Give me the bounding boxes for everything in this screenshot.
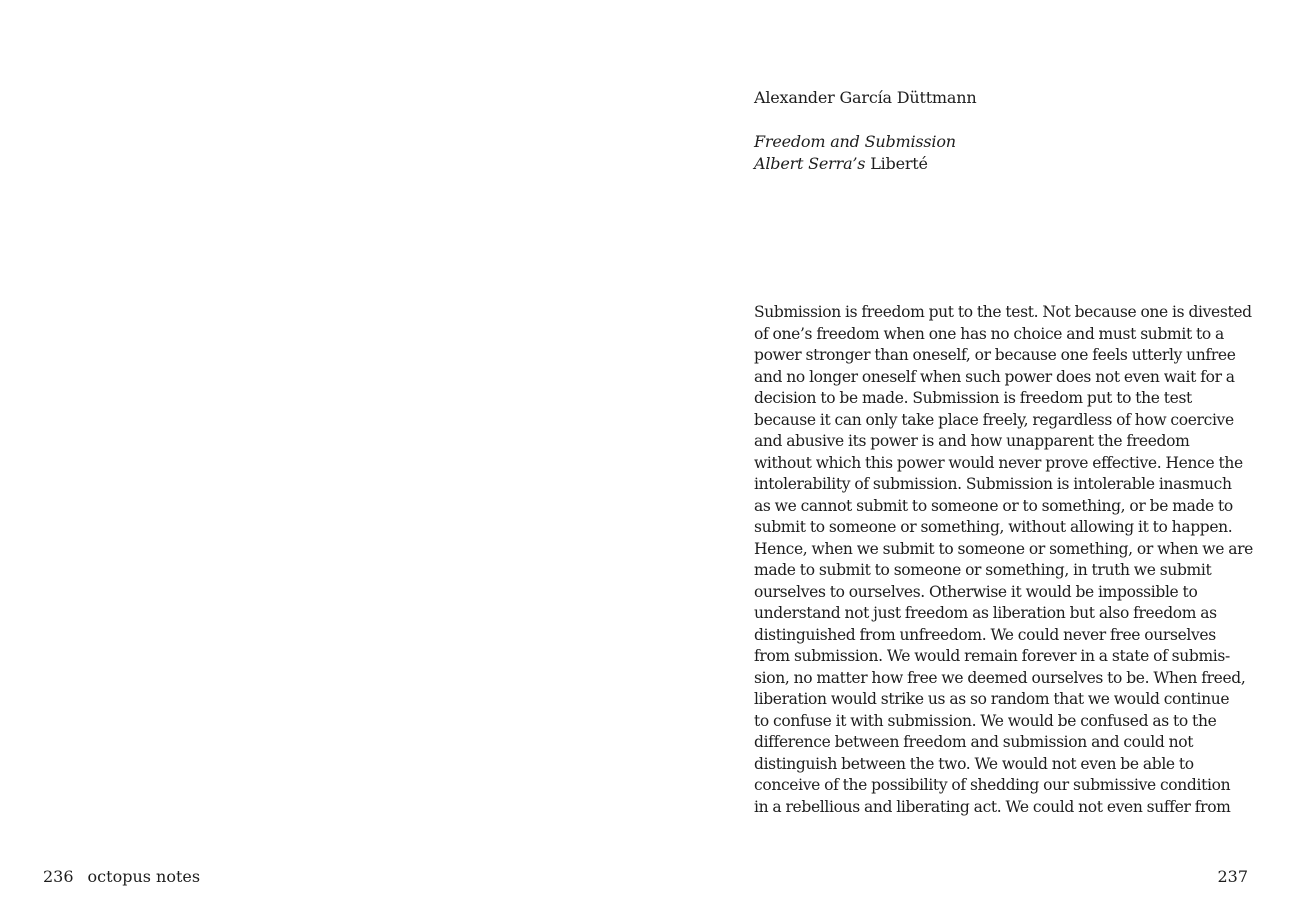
body-line: understand not just freedom as liberation but also freedom as xyxy=(754,604,1217,622)
body-line: and abusive its power is and how unapparent the freedom xyxy=(754,432,1190,450)
body-line: distinguish between the two. We would not even be able to xyxy=(754,754,1194,773)
essay-subtitle-film-title: Liberté xyxy=(870,154,928,173)
right-page-number: 237 xyxy=(1217,867,1248,886)
right-page xyxy=(645,0,1291,912)
body-line: intolerability of submission. Submission is intolerable inasmuch xyxy=(754,475,1232,493)
left-page xyxy=(0,0,645,912)
essay-subtitle xyxy=(754,153,956,175)
body-line: difference between freedom and submission and could not xyxy=(754,733,1194,751)
body-line: conceive of the possibility of shedding our submissive condition xyxy=(754,776,1231,794)
body-line: as we cannot submit to someone or to something, or be made to xyxy=(754,496,1233,515)
body-line: distinguished from unfreedom. We could never free ourselves xyxy=(754,625,1216,644)
author-name: Alexander García Düttmann xyxy=(754,88,977,107)
body-paragraph xyxy=(754,302,1254,818)
body-line: decision to be made. Submission is freedom put to the test xyxy=(754,389,1192,407)
left-page-footer xyxy=(43,867,200,887)
body-line: because it can only take place freely, regardless of how coercive xyxy=(754,410,1234,429)
body-line: sion, no matter how free we deemed ourselves to be. When freed, xyxy=(754,668,1246,687)
body-line: Submission is freedom put to the test. Not because one is divested xyxy=(754,303,1252,321)
essay-subtitle-italic: Albert Serra’s xyxy=(754,154,866,173)
essay-title: Freedom and Submission xyxy=(754,132,956,151)
body-line: without which this power would never prove effective. Hence the xyxy=(754,453,1243,472)
body-line: of one’s freedom when one has no choice and must submit to a xyxy=(754,324,1224,343)
running-head: octopus notes xyxy=(87,867,201,886)
body-line: ourselves to ourselves. Otherwise it would be impossible to xyxy=(754,582,1198,601)
body-line: from submission. We would remain forever in a state of submis- xyxy=(754,647,1230,665)
essay-title-block xyxy=(754,131,956,175)
left-page-number: 236 xyxy=(43,867,74,886)
body-line: power stronger than oneself, or because one feels utterly unfree xyxy=(754,346,1236,364)
body-line: to confuse it with submission. We would be confused as to the xyxy=(754,711,1217,730)
body-line: made to submit to someone or something, in truth we submit xyxy=(754,561,1212,579)
body-line: and no longer oneself when such power does not even wait for a xyxy=(754,367,1235,386)
body-line: liberation would strike us as so random that we would continue xyxy=(754,690,1230,708)
body-line: Hence, when we submit to someone or something, or when we are xyxy=(754,539,1254,558)
body-line: submit to someone or something, without allowing it to happen. xyxy=(754,518,1233,536)
body-line: in a rebellious and liberating act. We could not even suffer from xyxy=(754,797,1231,816)
